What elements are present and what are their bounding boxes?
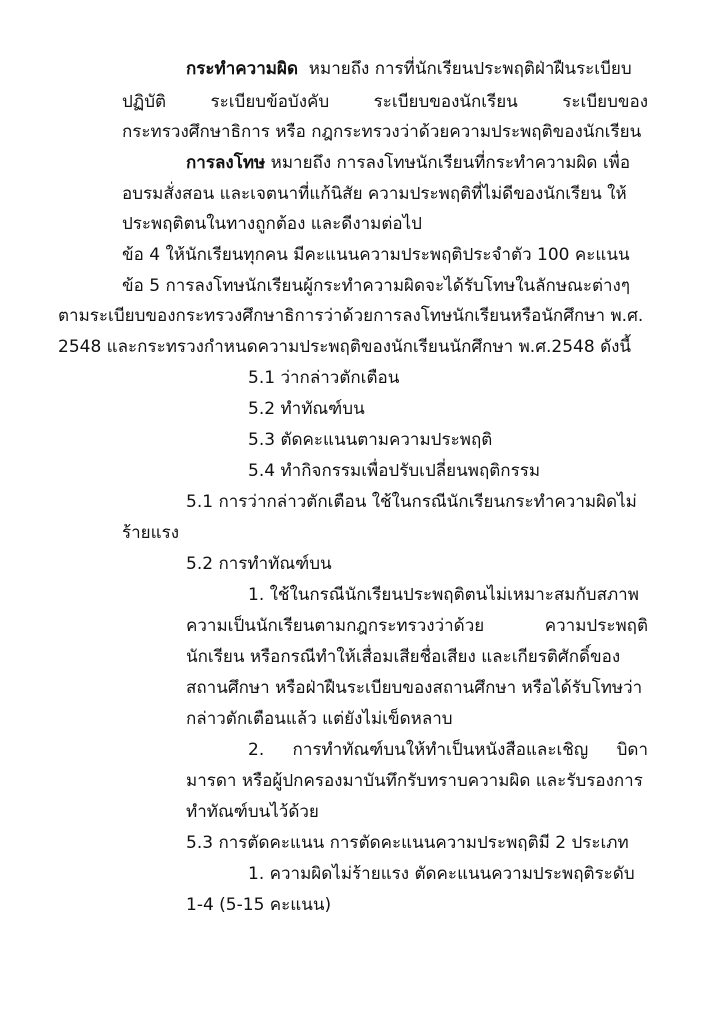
section-5-3-heading: 5.3 การตัดคะแนน การตัดคะแนนความประพฤติมี 2 ประเภท bbox=[186, 833, 629, 853]
section-5-3-item-1-line-2: 1-4 (5-15 คะแนน) bbox=[186, 895, 332, 915]
section-5-2-item-1-line-1: 1. ใช้ในกรณีนักเรียนประพฤติตนไม่เหมาะสมกับสภาพ bbox=[248, 585, 639, 605]
definition-offense-line-3: กระทรวงศึกษาธิการ หรือ กฎกระทรวงว่าด้วยความประพฤติของนักเรียน bbox=[122, 122, 642, 142]
list-item: 5.3 ตัดคะแนนตามความประพฤติ bbox=[248, 430, 493, 450]
section-5-3-item-1-line-1: 1. ความผิดไม่ร้ายแรง ตัดคะแนนความประพฤติระดับ bbox=[248, 864, 635, 884]
list-item: 5.1 ว่ากล่าวตักเตือน bbox=[248, 368, 400, 388]
clause-5-line-3: 2548 และกระทรวงกำหนดความประพฤติของนักเรียนนักศึกษา พ.ศ.2548 ดังนี้ bbox=[58, 337, 632, 357]
list-item: 5.2 ทำทัณฑ์บน bbox=[248, 399, 365, 419]
list-item: 5.4 ทำกิจกรรมเพื่อปรับเปลี่ยนพฤติกรรม bbox=[248, 461, 541, 481]
section-5-2-item-1-line-4: สถานศึกษา หรือฝ่าฝืนระเบียบของสถานศึกษา หรือได้รับโทษว่า bbox=[186, 678, 643, 698]
term-punishment: การลงโทษ bbox=[186, 153, 266, 173]
section-5-2-item-2-line-3: ทำทัณฑ์บนไว้ด้วย bbox=[186, 802, 319, 822]
definition-punishment-line-2: อบรมสั่งสอน และเจตนาที่แก้นิสัย ความประพฤติที่ไม่ดีของนักเรียน ให้ bbox=[122, 184, 627, 204]
definition-punishment-line-1 bbox=[186, 152, 630, 176]
clause-4: ข้อ 4 ให้นักเรียนทุกคน มีคะแนนความประพฤติประจำตัว 100 คะแนน bbox=[122, 245, 630, 265]
clause-5-line-1: ข้อ 5 การลงโทษนักเรียนผู้กระทำความผิดจะได้รับโทษในลักษณะต่างๆ bbox=[122, 276, 630, 296]
section-5-2-item-1-line-5: กล่าวตักเตือนแล้ว แต่ยังไม่เข็ดหลาบ bbox=[186, 709, 453, 729]
definition-punishment-text: หมายถึง การลงโทษนักเรียนที่กระทำความผิด เพื่อ bbox=[270, 153, 631, 173]
section-5-2-item-1-line-2: ความเป็นนักเรียนตามกฎกระทรวงว่าด้วย ความประพฤติ bbox=[186, 616, 648, 636]
clause-5-line-2: ตามระเบียบของกระทรวงศึกษาธิการว่าด้วยการลงโทษนักเรียนหรือนักศึกษา พ.ศ. bbox=[58, 306, 644, 326]
section-5-2-heading: 5.2 การทำทัณฑ์บน bbox=[186, 554, 332, 574]
section-5-2-item-1-line-3: นักเรียน หรือกรณีทำให้เสื่อมเสียชื่อเสียง และเกียรติศักดิ์ของ bbox=[186, 647, 621, 667]
term-offense: กระทำความผิด bbox=[186, 59, 298, 79]
definition-offense-text: หมายถึง การที่นักเรียนประพฤติฝ่าฝืนระเบียบ bbox=[308, 59, 632, 79]
section-5-1-line-2: ร้ายแรง bbox=[122, 523, 180, 543]
section-5-2-item-2-line-2: มารดา หรือผู้ปกครองมาบันทึกรับทราบความผิด และรับรองการ bbox=[186, 771, 643, 791]
section-5-1-line-1: 5.1 การว่ากล่าวตักเตือน ใช้ในกรณีนักเรียนกระทำความผิดไม่ bbox=[186, 492, 637, 512]
definition-punishment-line-3: ประพฤติตนในทางถูกต้อง และดีงามต่อไป bbox=[122, 214, 422, 234]
definition-offense-line-2: ปฏิบัติ ระเบียบข้อบังคับ ระเบียบของนักเรียน ระเบียบของ bbox=[122, 92, 648, 112]
section-5-2-item-2-line-1: 2. การทำทัณฑ์บนให้ทำเป็นหนังสือและเชิญ บิดา bbox=[248, 740, 648, 760]
definition-offense-line-1 bbox=[186, 58, 632, 82]
